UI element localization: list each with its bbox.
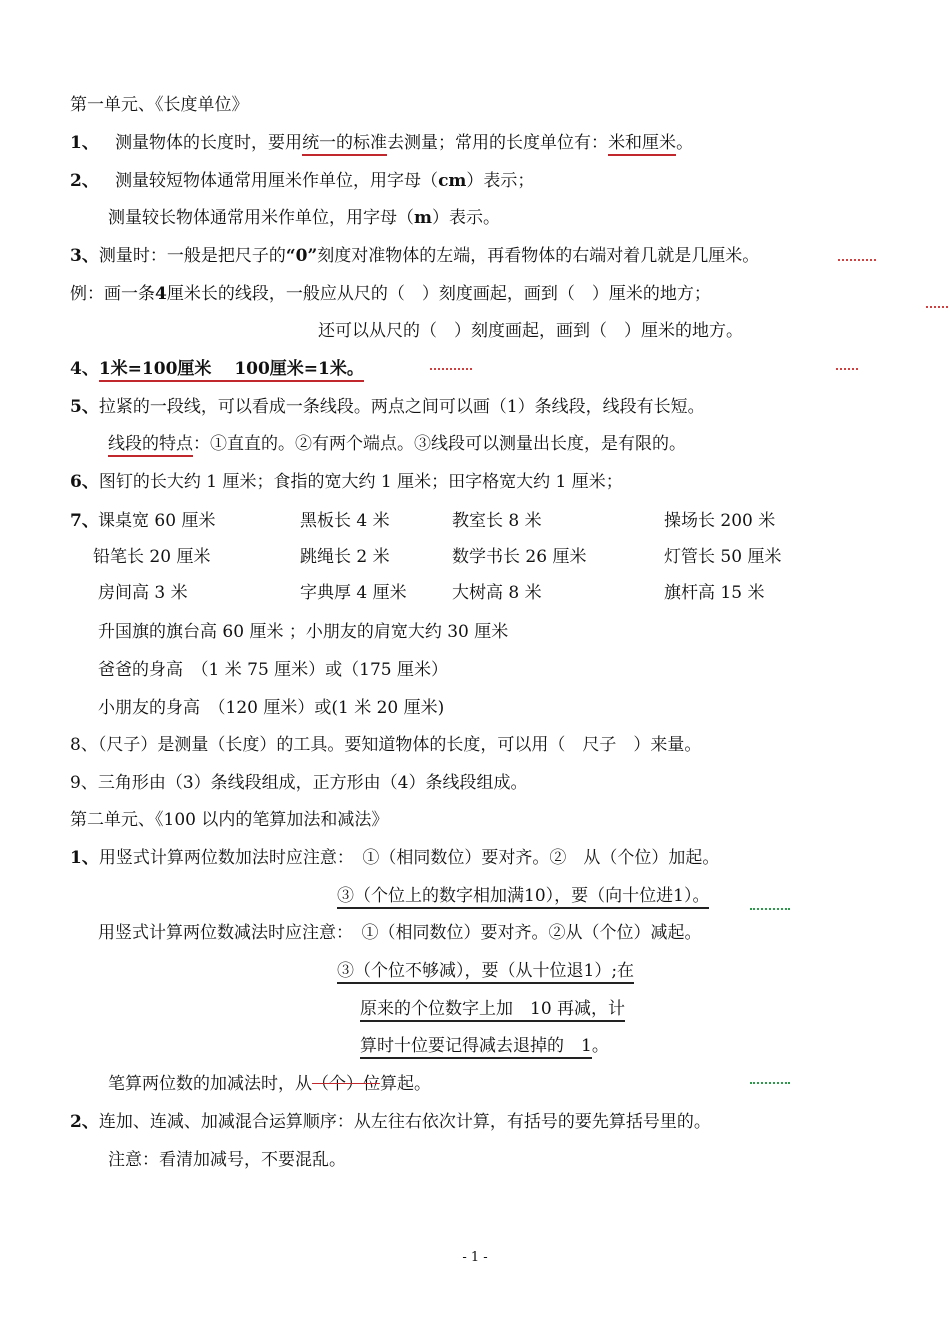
paragraph-2-line-1 — [70, 169, 534, 193]
text: 测量较短物体通常用厘米作单位，用字母（ — [115, 171, 439, 191]
unit2-title: 第二单元、《100 以内的笔算加法和减法》 — [70, 810, 389, 830]
question-1-line-4 — [337, 959, 634, 983]
grid-cell: 操场长 200 米 — [664, 511, 776, 531]
text: 测量物体的长度时，要用 — [115, 133, 303, 153]
paragraph-1 — [70, 131, 693, 155]
text: 刻度对准物体的左端，再看物体的右端对着几就是几厘米。 — [317, 246, 760, 266]
question-1-line-2 — [337, 884, 709, 908]
correction-mark — [430, 368, 472, 370]
grid-cell: 跳绳长 2 米 — [300, 547, 390, 567]
grid-cell: 字典厚 4 厘米 — [300, 583, 407, 603]
text: 算起。 — [380, 1074, 431, 1094]
text: “0” — [285, 246, 318, 266]
paragraph-6 — [70, 470, 623, 494]
item-number: 1、 — [70, 848, 99, 868]
text: 例：画一条 — [70, 284, 155, 304]
question-1-line-6 — [360, 1034, 609, 1058]
text: 图钉的长大约 1 厘米；食指的宽大约 1 厘米；田字格宽大约 1 厘米； — [98, 472, 623, 492]
paragraph-4 — [70, 357, 364, 381]
example-line-1 — [70, 282, 711, 306]
paragraph-8: 8、（尺子）是测量（长度）的工具。要知道物体的长度，可以用（ 尺子 ）来量。 — [70, 735, 702, 755]
text: 。 — [676, 133, 694, 153]
paragraph-7-line-4: 升国旗的旗台高 60 厘米 ；小朋友的肩宽大约 30 厘米 — [98, 622, 509, 642]
question-1-line-3: 用竖式计算两位数减法时应注意： ①（相同数位）要对齐。②从（个位）减起。 — [98, 923, 702, 943]
text: m — [414, 208, 432, 228]
grid-cell: 数学书长 26 厘米 — [452, 547, 587, 567]
paragraph-7-line-5: 爸爸的身高 （1 米 75 厘米）或（175 厘米） — [98, 660, 449, 680]
question-2 — [70, 1110, 711, 1134]
underlined-text: 统一的标准 — [302, 133, 387, 156]
question-1-line-5 — [360, 997, 625, 1021]
underlined-text: 算时十位要记得减去退掉的 1 — [360, 1036, 592, 1059]
page-number: - 1 - — [462, 1250, 488, 1265]
text: 测量较长物体通常用米作单位，用字母（ — [108, 208, 414, 228]
grid-cell: 黑板长 4 米 — [300, 511, 390, 531]
paragraph-2-line-2 — [108, 206, 500, 230]
paragraph-9: 9、三角形由（3）条线段组成，正方形由（4）条线段组成。 — [70, 773, 528, 793]
question-1-line-1 — [70, 846, 719, 870]
underlined-text: 1米=100厘米 100厘米=1米。 — [99, 359, 364, 382]
text: 连加、连减、加减混合运算顺序：从左往右依次计算，有括号的要先算括号里的。 — [98, 1112, 711, 1132]
grid-cell: 灯管长 50 厘米 — [664, 547, 782, 567]
text: 拉紧的一段线，可以看成一条线段。两点之间可以画（1）条线段，线段有长短。 — [98, 397, 705, 417]
question-2-note: 注意：看清加减号，不要混乱。 — [108, 1150, 346, 1170]
underlined-text: 线段的特点 — [108, 434, 193, 457]
text: 用竖式计算两位数加法时应注意： ①（相同数位）要对齐。② 从（个位）加起。 — [98, 848, 720, 868]
item-number: 2、 — [70, 171, 99, 191]
grid-cell: 教室长 8 米 — [452, 511, 542, 531]
text: ）表示。 — [432, 208, 500, 228]
text: 厘米长的线段，一般应从尺的（ ）刻度画起，画到（ ）厘米的地方； — [166, 284, 711, 304]
item-number: 6、 — [70, 472, 99, 492]
text: 笔算两位数的加减法时，从 — [108, 1074, 312, 1094]
text: 。 — [591, 1036, 609, 1056]
item-number: 3、 — [70, 246, 99, 266]
item-number: 5、 — [70, 397, 99, 417]
correction-mark — [838, 259, 876, 261]
correction-mark — [750, 1082, 790, 1084]
text: 去测量；常用的长度单位有： — [387, 133, 609, 153]
text: ）表示； — [466, 171, 535, 191]
grid-cell: 房间高 3 米 — [98, 583, 188, 603]
item-number: 7、 — [70, 511, 99, 531]
underlined-text: 原来的个位数字上加 10 再减，计 — [360, 999, 625, 1022]
text: ：①直直的。②有两个端点。③线段可以测量出长度，是有限的。 — [193, 434, 686, 454]
example-line-2: 还可以从尺的（ ）刻度画起，画到（ ）厘米的地方。 — [318, 321, 743, 341]
underlined-text: ③（个位不够减），要（从十位退1）;在 — [337, 961, 634, 984]
grid-cell: 铅笔长 20 厘米 — [93, 547, 211, 567]
correction-mark — [750, 908, 790, 910]
correction-mark — [836, 368, 858, 370]
unit1-title: 第一单元、《长度单位》 — [70, 95, 249, 115]
struck-text: （个）位 — [312, 1074, 380, 1094]
text: 测量时：一般是把尺子的 — [98, 246, 286, 266]
text: 4 — [155, 284, 167, 304]
question-1-line-7 — [108, 1072, 431, 1096]
grid-cell: 课桌宽 60 厘米 — [98, 511, 216, 531]
paragraph-5 — [70, 395, 705, 419]
correction-mark — [926, 306, 948, 308]
paragraph-7-line-6: 小朋友的身高 （120 厘米）或(1 米 20 厘米) — [98, 698, 445, 718]
grid-cell: 大树高 8 米 — [452, 583, 542, 603]
paragraph-3 — [70, 244, 759, 268]
paragraph-5-features — [108, 432, 686, 456]
item-number: 2、 — [70, 1112, 99, 1132]
text: cm — [438, 171, 467, 191]
underlined-text: 米和厘米 — [608, 133, 676, 156]
item-number: 4、 — [70, 359, 99, 379]
grid-cell: 旗杆高 15 米 — [664, 583, 765, 603]
item-number: 1、 — [70, 133, 99, 153]
underlined-text: ③（个位上的数字相加满10），要（向十位进1）。 — [337, 886, 709, 909]
